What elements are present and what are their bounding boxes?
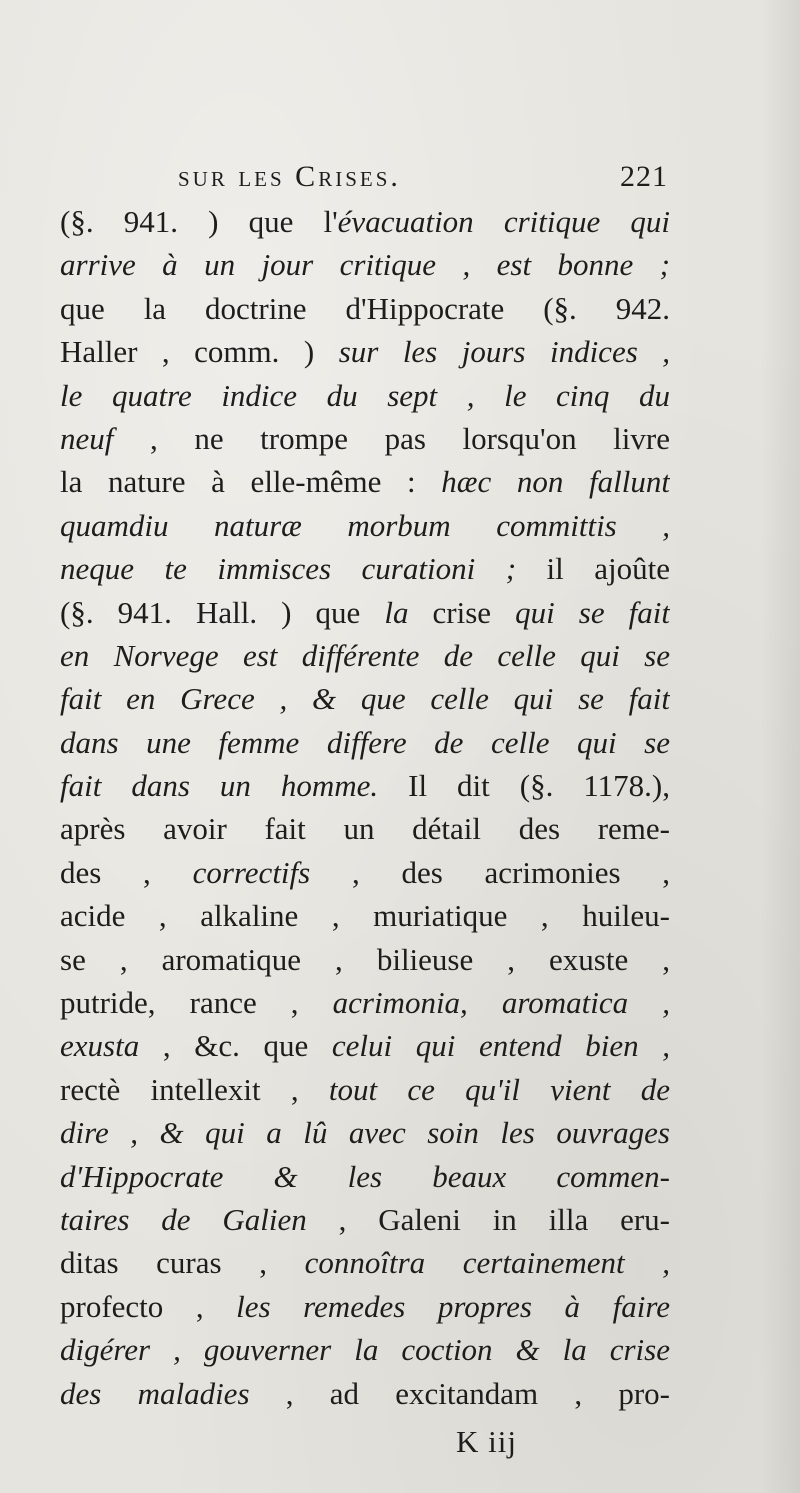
italic-segment: neuf	[60, 420, 114, 456]
running-head-title: sur les Crises.	[178, 160, 401, 193]
text-line	[60, 547, 670, 590]
italic-segment: évacuation critique qui	[337, 204, 670, 239]
running-head	[178, 160, 668, 200]
italic-segment: dire , & qui a lû avec soin les ouvrages	[60, 1115, 670, 1151]
roman-segment: se , aromatique , bilieuse , exuste ,	[60, 941, 670, 977]
text-line	[60, 938, 670, 981]
italic-segment: quamdiu naturæ morbum committis ,	[60, 507, 670, 543]
roman-segment: la nature à elle-même :	[60, 464, 442, 500]
roman-segment: crise	[408, 594, 516, 630]
italic-segment: la	[384, 594, 409, 630]
italic-segment: digérer , gouverner la coction & la crise	[60, 1332, 670, 1368]
italic-segment: sur les jours indices ,	[338, 334, 670, 370]
text-line	[60, 374, 670, 417]
italic-segment: exusta	[60, 1028, 140, 1064]
text-line	[60, 1155, 670, 1198]
roman-segment: acide , alkaline , muriatique , huileu-	[60, 898, 670, 934]
italic-segment: dans une femme differe de celle qui se	[60, 724, 670, 760]
text-line	[60, 200, 670, 243]
roman-segment: après avoir fait un détail des reme-	[60, 811, 670, 847]
text-line	[60, 851, 670, 894]
italic-segment: le quatre indice du sept , le cinq du	[60, 377, 670, 413]
body-text	[60, 200, 670, 1415]
roman-segment: il ajoûte	[516, 551, 670, 587]
text-line	[60, 677, 670, 720]
roman-segment: , ad excitandam , pro-	[249, 1375, 670, 1411]
roman-segment: putride, rance ,	[60, 985, 333, 1021]
text-line	[60, 764, 670, 807]
roman-segment: ditas curas ,	[60, 1245, 305, 1281]
text-line	[60, 1068, 670, 1111]
text-line	[60, 504, 670, 547]
italic-segment: d'Hippocrate & les beaux commen-	[60, 1158, 670, 1194]
text-line	[60, 1024, 670, 1067]
text-line	[60, 1328, 670, 1371]
italic-segment: qui se fait	[515, 594, 670, 630]
italic-segment: en Norvege est différente de celle qui se	[60, 637, 670, 673]
italic-segment: correctifs	[192, 854, 311, 890]
italic-segment: les remedes propres à faire	[236, 1288, 670, 1324]
italic-segment: tout ce qu'il vient de	[328, 1071, 670, 1107]
signature-mark: K iij	[456, 1424, 517, 1459]
text-line	[60, 1285, 670, 1328]
roman-segment: des ,	[60, 854, 193, 890]
text-line	[60, 894, 670, 937]
roman-segment: , Galeni in illa eru-	[306, 1201, 670, 1237]
italic-segment: fait dans un homme.	[60, 768, 379, 804]
roman-segment: que la doctrine d'Hippocrate (§. 942.	[60, 290, 670, 326]
italic-segment: des maladies	[60, 1375, 250, 1411]
italic-segment: arrive à un jour critique , est bonne ;	[60, 247, 670, 283]
text-line	[60, 287, 670, 330]
italic-segment: celui qui entend bien ,	[331, 1028, 670, 1064]
roman-segment: profecto ,	[60, 1288, 237, 1324]
text-line	[60, 591, 670, 634]
roman-segment: (§. 941. ) que l'	[60, 204, 338, 239]
text-line	[60, 807, 670, 850]
text-line	[60, 721, 670, 764]
text-line	[60, 981, 670, 1024]
roman-segment: Haller , comm. )	[60, 334, 339, 370]
roman-segment: Il dit (§. 1178.),	[378, 768, 670, 804]
roman-segment: , &c. que	[139, 1028, 332, 1064]
italic-segment: taires de Galien	[60, 1201, 307, 1237]
text-line	[60, 1372, 670, 1415]
text-line	[60, 243, 670, 286]
text-line	[60, 460, 670, 503]
text-line	[60, 1111, 670, 1154]
text-line	[60, 634, 670, 677]
italic-segment: fait en Grece , & que celle qui se fait	[60, 681, 670, 717]
text-line	[60, 1241, 670, 1284]
roman-segment: rectè intellexit ,	[60, 1071, 329, 1107]
italic-segment: acrimonia, aromatica ,	[332, 985, 670, 1021]
page-number: 221	[620, 160, 668, 193]
italic-segment: connoîtra certainement ,	[304, 1245, 670, 1281]
roman-segment: (§. 941. Hall. ) que	[60, 594, 385, 630]
page-edge-shadow	[760, 0, 800, 1493]
roman-segment: , ne trompe pas lorsqu'on livre	[113, 420, 670, 456]
roman-segment: , des acrimonies ,	[310, 854, 670, 890]
text-line	[60, 330, 670, 373]
italic-segment: hæc non fallunt	[441, 464, 670, 500]
text-line	[60, 1198, 670, 1241]
text-line	[60, 417, 670, 460]
italic-segment: neque te immisces curationi ;	[60, 551, 517, 587]
